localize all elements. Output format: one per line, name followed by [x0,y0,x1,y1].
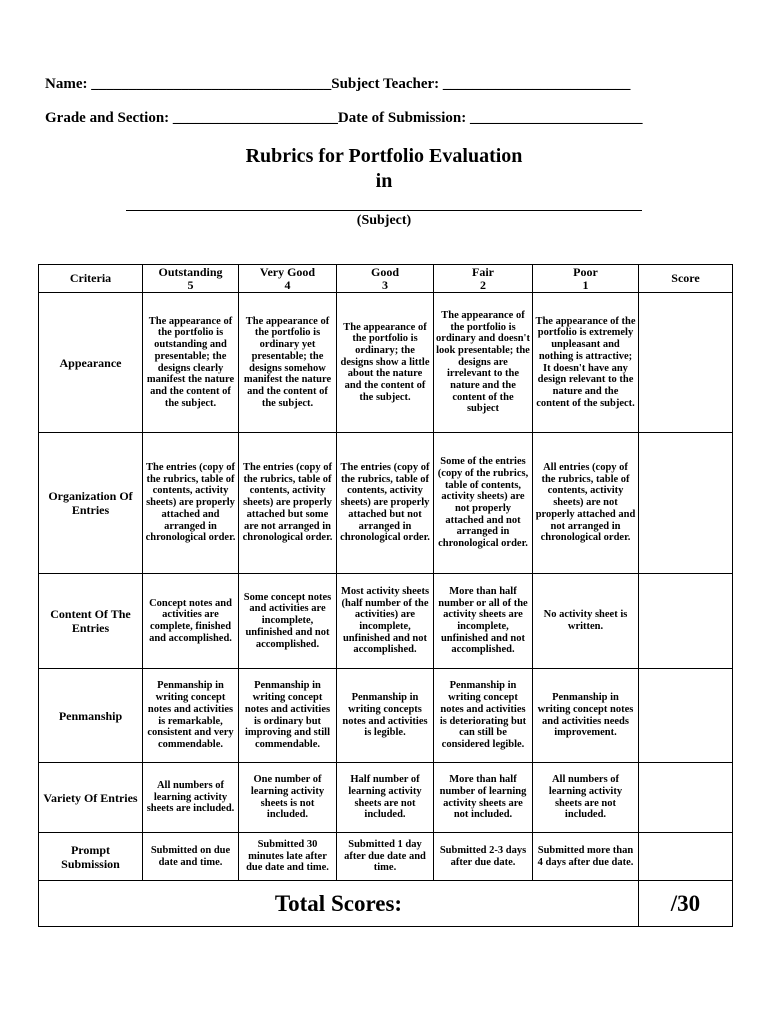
column-name: Score [671,271,700,285]
column-header-criteria [39,265,143,293]
criteria-cell: Penmanship [39,669,143,763]
column-header-good [337,265,434,293]
rubric-cell: The appearance of the portfolio is ordinary; the designs show a little about the nature and the content of the subject. [337,293,434,433]
total-row [39,881,733,927]
score-cell[interactable] [639,833,733,881]
rubric-cell: The appearance of the portfolio is outstanding and presentable; the designs clearly manifest the nature and the content of the subject. [143,293,239,433]
rubric-cell: Most activity sheets (half number of the activities) are incomplete, unfinished and not accomplished. [337,574,434,669]
rubric-cell: Concept notes and activities are complete, finished and accomplished. [143,574,239,669]
rubric-cell: Some concept notes and activities are incomplete, unfinished and not accomplished. [239,574,337,669]
rubric-cell: Some of the entries (copy of the rubrics, table of contents, activity sheets) are not properly attached and not arranged in chronological order. [434,433,533,574]
rubric-cell: More than half number or all of the activity sheets are incomplete, unfinished and not accomplished. [434,574,533,669]
subject-caption: (Subject) [356,213,412,228]
rubric-cell: Half number of learning activity sheets are not included. [337,763,434,833]
column-points: 5 [187,277,194,292]
rubric-cell: Penmanship in writing concepts notes and activities is legible. [337,669,434,763]
criteria-cell: Content Of The Entries [39,574,143,669]
rubric-cell: Submitted 1 day after due date and time. [337,833,434,881]
name-teacher-line: Name: ________________________________Subject Teacher: _________________________ [45,76,631,92]
column-name: Criteria [69,271,112,285]
column-header-outstanding [143,265,239,293]
table-row [39,293,733,433]
rubric-cell: The entries (copy of the rubrics, table of contents, activity sheets) are properly attached but not arranged in chronological order. [337,433,434,574]
table-row [39,669,733,763]
rubric-cell: Penmanship in writing concept notes and activities is ordinary but improving and still commendable. [239,669,337,763]
rubric-cell: All numbers of learning activity sheets are not included. [533,763,639,833]
column-header-very-good [239,265,337,293]
column-header-fair [434,265,533,293]
column-header-score [639,265,733,293]
rubric-table [38,264,733,927]
rubric-cell: Penmanship in writing concept notes and activities is remarkable, consistent and very commendable. [143,669,239,763]
rubric-cell: All numbers of learning activity sheets are included. [143,763,239,833]
rubric-cell: The entries (copy of the rubrics, table of contents, activity sheets) are properly attached but some are not arranged in chronological order. [239,433,337,574]
rubric-cell: One number of learning activity sheets is not included. [239,763,337,833]
column-name: Fair [472,264,494,279]
column-name: Good [370,264,399,279]
rubric-cell: All entries (copy of the rubrics, table of contents, activity sheets) are not properly attached and not arranged in chronological order. [533,433,639,574]
table-row [39,574,733,669]
subject-blank-line [126,210,642,211]
rubric-cell: Submitted 30 minutes late after due date and time. [239,833,337,881]
grade-date-line: Grade and Section: ______________________Date of Submission: _______________________ [45,110,643,126]
rubric-cell: The entries (copy of the rubrics, table of contents, activity sheets) are properly attached and arranged in chronological order. [143,433,239,574]
page-title-in: in [375,170,393,192]
rubric-cell: Submitted more than 4 days after due date. [533,833,639,881]
column-header-poor [533,265,639,293]
table-row [39,763,733,833]
rubric-cell: The appearance of the portfolio is extremely unpleasant and nothing is attractive; It doesn't have any design relevant to the nature and the content of the subject. [533,293,639,433]
table-row [39,433,733,574]
rubric-cell: Submitted on due date and time. [143,833,239,881]
rubric-cell: Penmanship in writing concept notes and activities is deteriorating but can still be considered legible. [434,669,533,763]
criteria-cell: Appearance [39,293,143,433]
criteria-cell: Organization Of Entries [39,433,143,574]
rubric-cell: Submitted 2-3 days after due date. [434,833,533,881]
rubric-cell: More than half number of learning activity sheets are not included. [434,763,533,833]
rubric-cell: The appearance of the portfolio is ordinary yet presentable; the designs somehow manifest the nature and the content of the subject. [239,293,337,433]
column-points: 4 [284,277,291,292]
rubric-cell: No activity sheet is written. [533,574,639,669]
column-name: Poor [573,264,598,279]
rubric-cell: Penmanship in writing concept notes and activities needs improvement. [533,669,639,763]
column-points: 3 [382,277,388,292]
total-scores-label: Total Scores: [39,881,639,927]
column-points: 1 [582,277,589,292]
total-scores-value[interactable]: /30 [639,881,733,927]
score-cell[interactable] [639,574,733,669]
column-name: Very Good [259,264,316,279]
header-row [39,265,733,293]
column-points: 2 [480,277,486,292]
page-title: Rubrics for Portfolio Evaluation [245,145,523,167]
score-cell[interactable] [639,763,733,833]
criteria-cell: Variety Of Entries [39,763,143,833]
score-cell[interactable] [639,669,733,763]
column-name: Outstanding [158,264,223,279]
rubric-cell: The appearance of the portfolio is ordinary and doesn't look presentable; the designs are irrelevant to the nature and the content of the subject [434,293,533,433]
score-cell[interactable] [639,293,733,433]
score-cell[interactable] [639,433,733,574]
criteria-cell: Prompt Submission [39,833,143,881]
table-row [39,833,733,881]
